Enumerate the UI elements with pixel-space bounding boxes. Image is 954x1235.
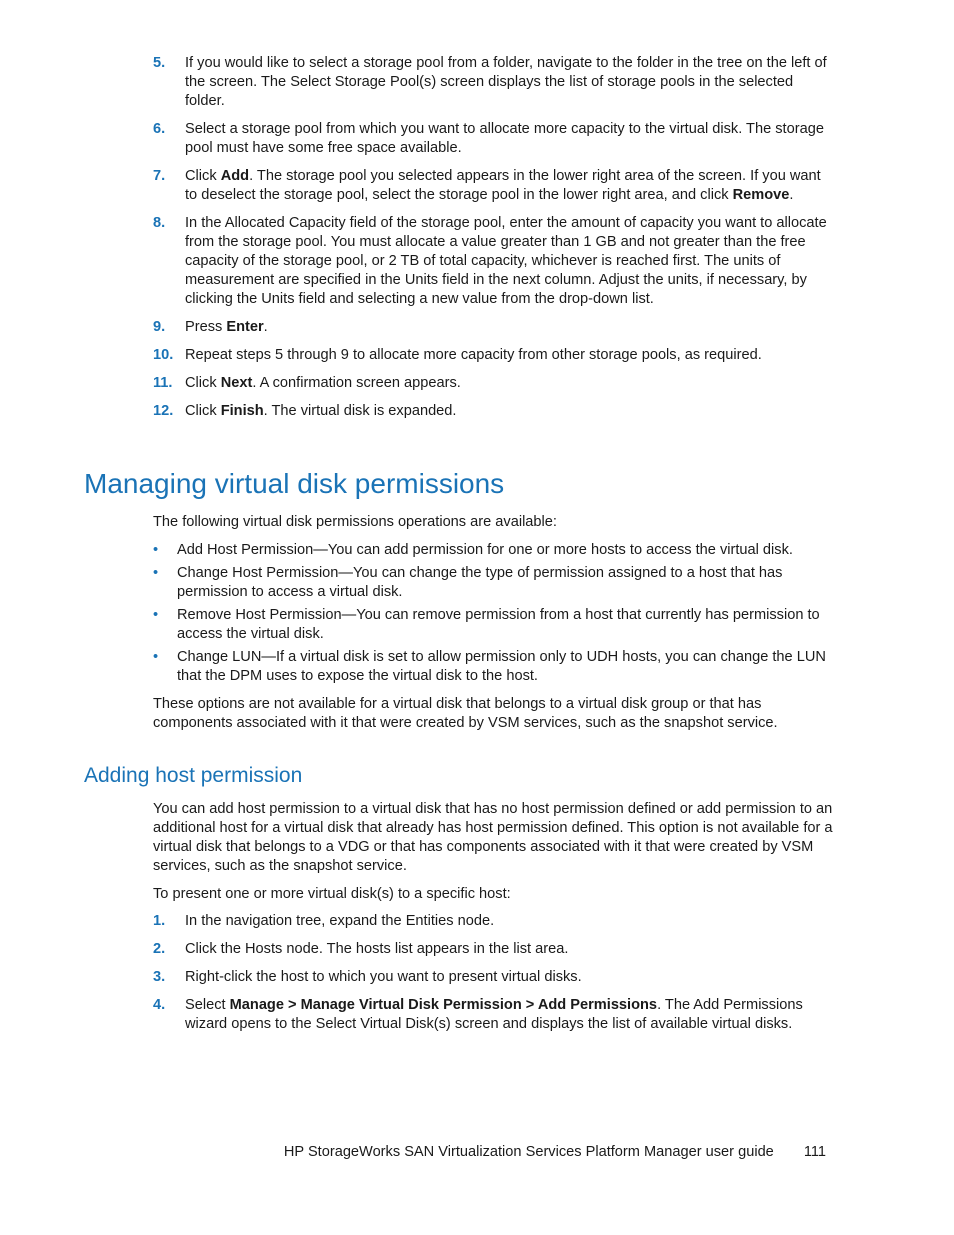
list-item (153, 912, 833, 931)
step-number: 5. (153, 55, 166, 71)
section1-note: These options are not available for a virtual disk that belongs to a virtual disk group or that has components associated with it that were created by VSM services, such as the snapshot service. (153, 696, 778, 731)
list-item (153, 318, 833, 337)
list-item (153, 120, 833, 158)
section1-body (153, 513, 833, 733)
section1-intro: The following virtual disk permissions operations are available: (153, 514, 557, 530)
section-title-adding-host-permission: Adding host permission (84, 764, 303, 787)
step-text: Click (185, 168, 221, 184)
step-ui-term: Finish (220, 403, 264, 419)
step-text: . A confirmation screen appears. (252, 375, 461, 391)
step-ui-term: Enter (226, 319, 264, 335)
bullet-text: Remove Host Permission—You can remove permission from a host that currently has permission to access the virtual disk. (177, 607, 820, 642)
list-item (153, 167, 833, 205)
list-item (153, 54, 833, 111)
step-number: 2. (153, 941, 166, 957)
list-item (153, 541, 833, 560)
step-text: Click (185, 403, 221, 419)
bullet-icon: • (153, 607, 159, 623)
step-text: Press (185, 319, 227, 335)
list-item (153, 374, 833, 393)
step-number: 10. (153, 347, 174, 363)
step-number: 6. (153, 121, 166, 137)
page-footer (284, 1143, 826, 1162)
list-item (153, 996, 833, 1034)
bullet-text: Change LUN—If a virtual disk is set to allow permission only to UDH hosts, you can change the LUN that the DPM uses to expose the virtual disk to the host. (177, 649, 826, 684)
step-text: . The storage pool you selected appears in the lower right area of the screen. If you want to deselect the storage pool, select the storage pool in the lower right area, and click (185, 168, 821, 203)
bullet-icon: • (153, 542, 159, 558)
step-text: In the navigation tree, expand the Entities node. (185, 913, 495, 929)
section-title-managing-permissions: Managing virtual disk permissions (84, 468, 505, 499)
list-item (153, 564, 833, 602)
step-ui-term: Next (220, 375, 253, 391)
steps-list-top (153, 54, 833, 430)
step-text: . (789, 187, 794, 203)
step-text: Select (185, 997, 230, 1013)
bullet-icon: • (153, 565, 159, 581)
page-number: 111 (803, 1144, 826, 1160)
step-text: If you would like to select a storage pool from a folder, navigate to the folder in the tree on the left of the screen. The Select Storage Pool(s) screen displays the list of storage pools in the selected folder. (185, 55, 827, 109)
step-text: . The Add Permissions wizard opens to the Select Virtual Disk(s) screen and displays the list of available virtual disks. (185, 997, 803, 1032)
list-item (153, 214, 833, 309)
bullet-text: Add Host Permission—You can add permission for one or more hosts to access the virtual disk. (177, 542, 793, 558)
step-number: 9. (153, 319, 166, 335)
step-number: 7. (153, 168, 166, 184)
step-text: Select a storage pool from which you want to allocate more capacity to the virtual disk. The storage pool must have some free space available. (185, 121, 824, 156)
bullet-icon: • (153, 649, 159, 665)
step-text: In the Allocated Capacity field of the storage pool, enter the amount of capacity you want to allocate from the storage pool. You must allocate a value greater than 1 GB and not greater than the free capacity of the storage pool, or 2 TB of total capacity, whichever is reached first. The units of measurement are specified in the Units field in the next column. Adjust the units, if necessary, by clicking the Units field and selecting a new value from the drop-down list. (185, 215, 827, 307)
section2-para2: To present one or more virtual disk(s) to a specific host: (153, 886, 511, 902)
step-ui-term: Remove (732, 187, 790, 203)
step-text: Click the Hosts node. The hosts list appears in the list area. (185, 941, 569, 957)
step-ui-term: Manage > Manage Virtual Disk Permission > Add Permissions (229, 997, 658, 1013)
list-item (153, 346, 833, 365)
steps-list-bottom (153, 912, 833, 1043)
step-number: 11. (153, 375, 173, 391)
footer-guide-title: HP StorageWorks SAN Virtualization Services Platform Manager user guide (283, 1144, 774, 1160)
list-item (153, 648, 833, 686)
step-number: 12. (153, 403, 174, 419)
step-number: 8. (153, 215, 166, 231)
step-text: . (263, 319, 268, 335)
step-text: Repeat steps 5 through 9 to allocate more capacity from other storage pools, as required. (185, 347, 762, 363)
list-item (153, 940, 833, 959)
section2-para1: You can add host permission to a virtual disk that has no host permission defined or add permission to an additional host for a virtual disk that already has host permission defined. This option is not available for a virtual disk that belongs to a VDG or that has components associated with it that were created by VSM services, such as the snapshot service. (153, 801, 833, 874)
step-text: . The virtual disk is expanded. (263, 403, 457, 419)
list-item (153, 402, 833, 421)
step-number: 4. (153, 997, 166, 1013)
step-number: 1. (153, 913, 166, 929)
permissions-operations-list (153, 541, 833, 686)
step-text: Right-click the host to which you want to present virtual disks. (185, 969, 582, 985)
step-ui-term: Add (220, 168, 250, 184)
list-item (153, 968, 833, 987)
step-text: Click (185, 375, 221, 391)
bullet-text: Change Host Permission—You can change the type of permission assigned to a host that has permission to access a virtual disk. (177, 565, 783, 600)
list-item (153, 606, 833, 644)
section2-body (153, 800, 833, 913)
step-number: 3. (153, 969, 166, 985)
